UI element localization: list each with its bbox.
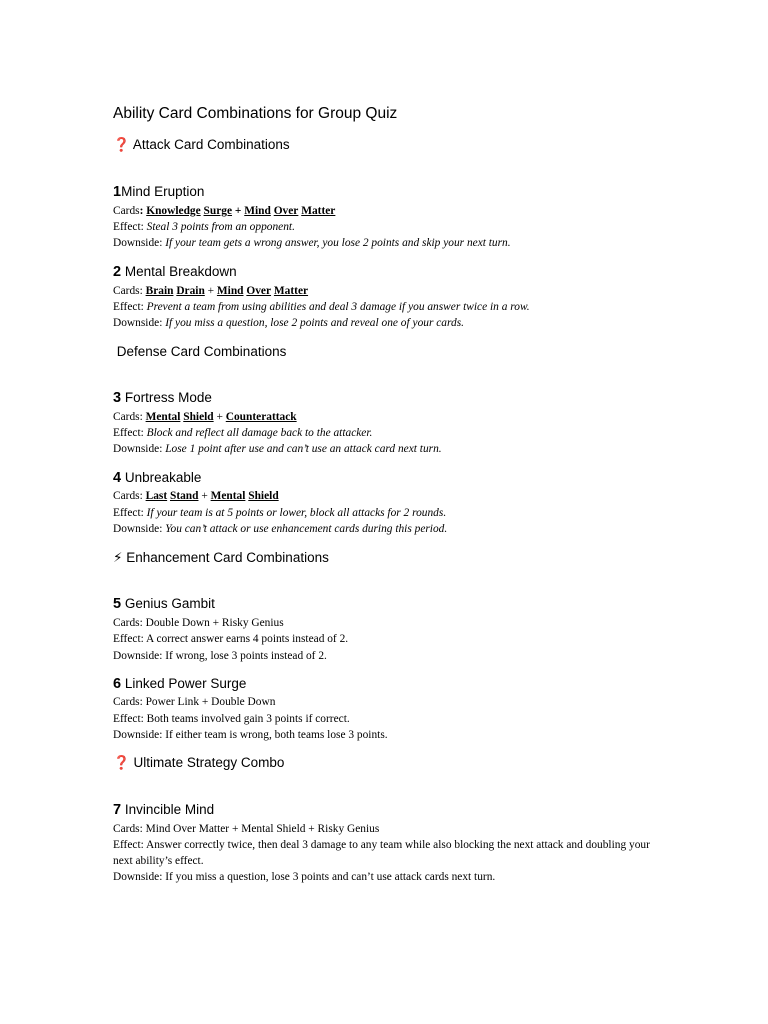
effect-label: Effect: (113, 221, 144, 233)
card-word: Last (145, 490, 168, 502)
card-word: Mental (210, 490, 246, 502)
downside-text: If you miss a question, lose 2 points and reveal one of your cards. (165, 317, 464, 329)
combo-downside-line: Downside: If either team is wrong, both teams lose 3 points. (113, 729, 388, 741)
section-heading-defense (113, 344, 286, 359)
combo-effect-line (113, 299, 530, 315)
card-word: Matter (273, 285, 309, 297)
section-heading-ultimate: ❓ Ultimate Strategy Combo (113, 755, 285, 770)
card-word: Over (273, 205, 299, 217)
section-heading-text: Defense Card Combinations (113, 344, 287, 359)
effect-label: Effect: (113, 507, 144, 519)
card-word: Surge (203, 205, 233, 217)
combo-effect-line (113, 505, 446, 521)
combo-effect-line (113, 219, 295, 235)
downside-label: Downside: (113, 237, 163, 249)
combo-cards-line: Cards: Mind Over Matter + Mental Shield + Risky Genius (113, 823, 380, 835)
combo-downside-line (113, 235, 511, 251)
combo-cards-line: Cards: Power Link + Double Down (113, 696, 276, 708)
combo-cards-line: Cards: Double Down + Risky Genius (113, 617, 284, 629)
card-word: Over (246, 285, 272, 297)
card-word: Counterattack (225, 411, 297, 423)
cards-label: Cards (113, 411, 140, 423)
combo-heading-5 (113, 596, 215, 612)
downside-text: If your team gets a wrong answer, you lose 2 points and skip your next turn. (165, 237, 511, 249)
downside-text: You can’t attack or use enhancement cards during this period. (165, 523, 448, 535)
combo-name: Mental Breakdown (121, 264, 237, 279)
plus-sign: + (234, 205, 242, 217)
effect-label: Effect: (113, 301, 144, 313)
combo-name: Genius Gambit (121, 596, 215, 611)
section-heading-attack: ❓ Attack Card Combinations (113, 137, 290, 152)
combo-cards-line (113, 203, 335, 219)
card-word: Matter (301, 205, 336, 217)
combo-number: 1 (113, 184, 122, 200)
combo-heading-1 (113, 184, 204, 200)
combo-downside-line (113, 315, 464, 331)
combo-heading-2 (113, 264, 237, 280)
combo-name: Fortress Mode (121, 390, 212, 405)
downside-label: Downside: (113, 443, 163, 455)
effect-text: Block and reflect all damage back to the attacker. (146, 427, 373, 439)
card-word: Mental (145, 411, 181, 423)
combo-effect-line (113, 425, 372, 441)
cards-label: Cards (113, 490, 140, 502)
combo-number: 6 (113, 676, 122, 692)
effect-text: If your team is at 5 points or lower, block all attacks for 2 rounds. (146, 507, 447, 519)
combo-effect-line: Effect: Both teams involved gain 3 points if correct. (113, 713, 350, 725)
card-word: Brain (145, 285, 174, 297)
document-title: Ability Card Combinations for Group Quiz (113, 105, 398, 122)
card-word: Drain (176, 285, 205, 297)
combo-number: 5 (113, 596, 122, 612)
combo-heading-3 (113, 390, 212, 406)
combo-effect-line: Effect: Answer correctly twice, then deal 3 damage to any team while also blocking the next attack and doubling your next ability’s effect. (113, 839, 650, 867)
combo-downside-line: Downside: If you miss a question, lose 3 points and can’t use attack cards next turn. (113, 871, 496, 883)
combo-downside-line (113, 521, 447, 537)
combo-heading-7 (113, 802, 214, 818)
combo-downside-line: Downside: If wrong, lose 3 points instead of 2. (113, 650, 327, 662)
combo-name: Mind Eruption (121, 184, 205, 199)
downside-label: Downside: (113, 317, 163, 329)
card-word: Shield (183, 411, 214, 423)
combo-heading-6 (113, 676, 246, 692)
card-word: Stand (169, 490, 199, 502)
card-word: Shield (248, 490, 279, 502)
downside-label: Downside: (113, 523, 163, 535)
combo-number: 7 (113, 802, 122, 818)
effect-label: Effect: (113, 427, 144, 439)
cards-label: Cards (113, 285, 140, 297)
card-word: Mind (216, 285, 244, 297)
section-heading-enhancement: ⚡ Enhancement Card Combinations (113, 550, 329, 565)
combo-heading-4 (113, 470, 201, 486)
effect-text: Steal 3 points from an opponent. (146, 221, 295, 233)
combo-cards-line: Cards: Mental Shield + Counterattack (113, 411, 297, 423)
combo-name: Invincible Mind (121, 802, 215, 817)
effect-text: Prevent a team from using abilities and deal 3 damage if you answer twice in a row. (146, 301, 530, 313)
combo-downside-line (113, 441, 442, 457)
cards-colon: : (139, 205, 147, 217)
combo-number: 4 (113, 470, 122, 486)
card-word: Knowledge (146, 205, 201, 217)
card-word: Mind (244, 205, 271, 217)
combo-cards-line: Cards: Last Stand + Mental Shield (113, 490, 279, 502)
combo-name: Unbreakable (121, 470, 202, 485)
downside-text: Lose 1 point after use and can’t use an attack card next turn. (165, 443, 442, 455)
combo-cards-line: Cards: Brain Drain + Mind Over Matter (113, 285, 309, 297)
combo-effect-line: Effect: A correct answer earns 4 points instead of 2. (113, 633, 349, 645)
cards-label: Cards (113, 205, 140, 217)
combo-number: 2 (113, 264, 122, 280)
combo-name: Linked Power Surge (121, 676, 247, 691)
combo-number: 3 (113, 390, 122, 406)
